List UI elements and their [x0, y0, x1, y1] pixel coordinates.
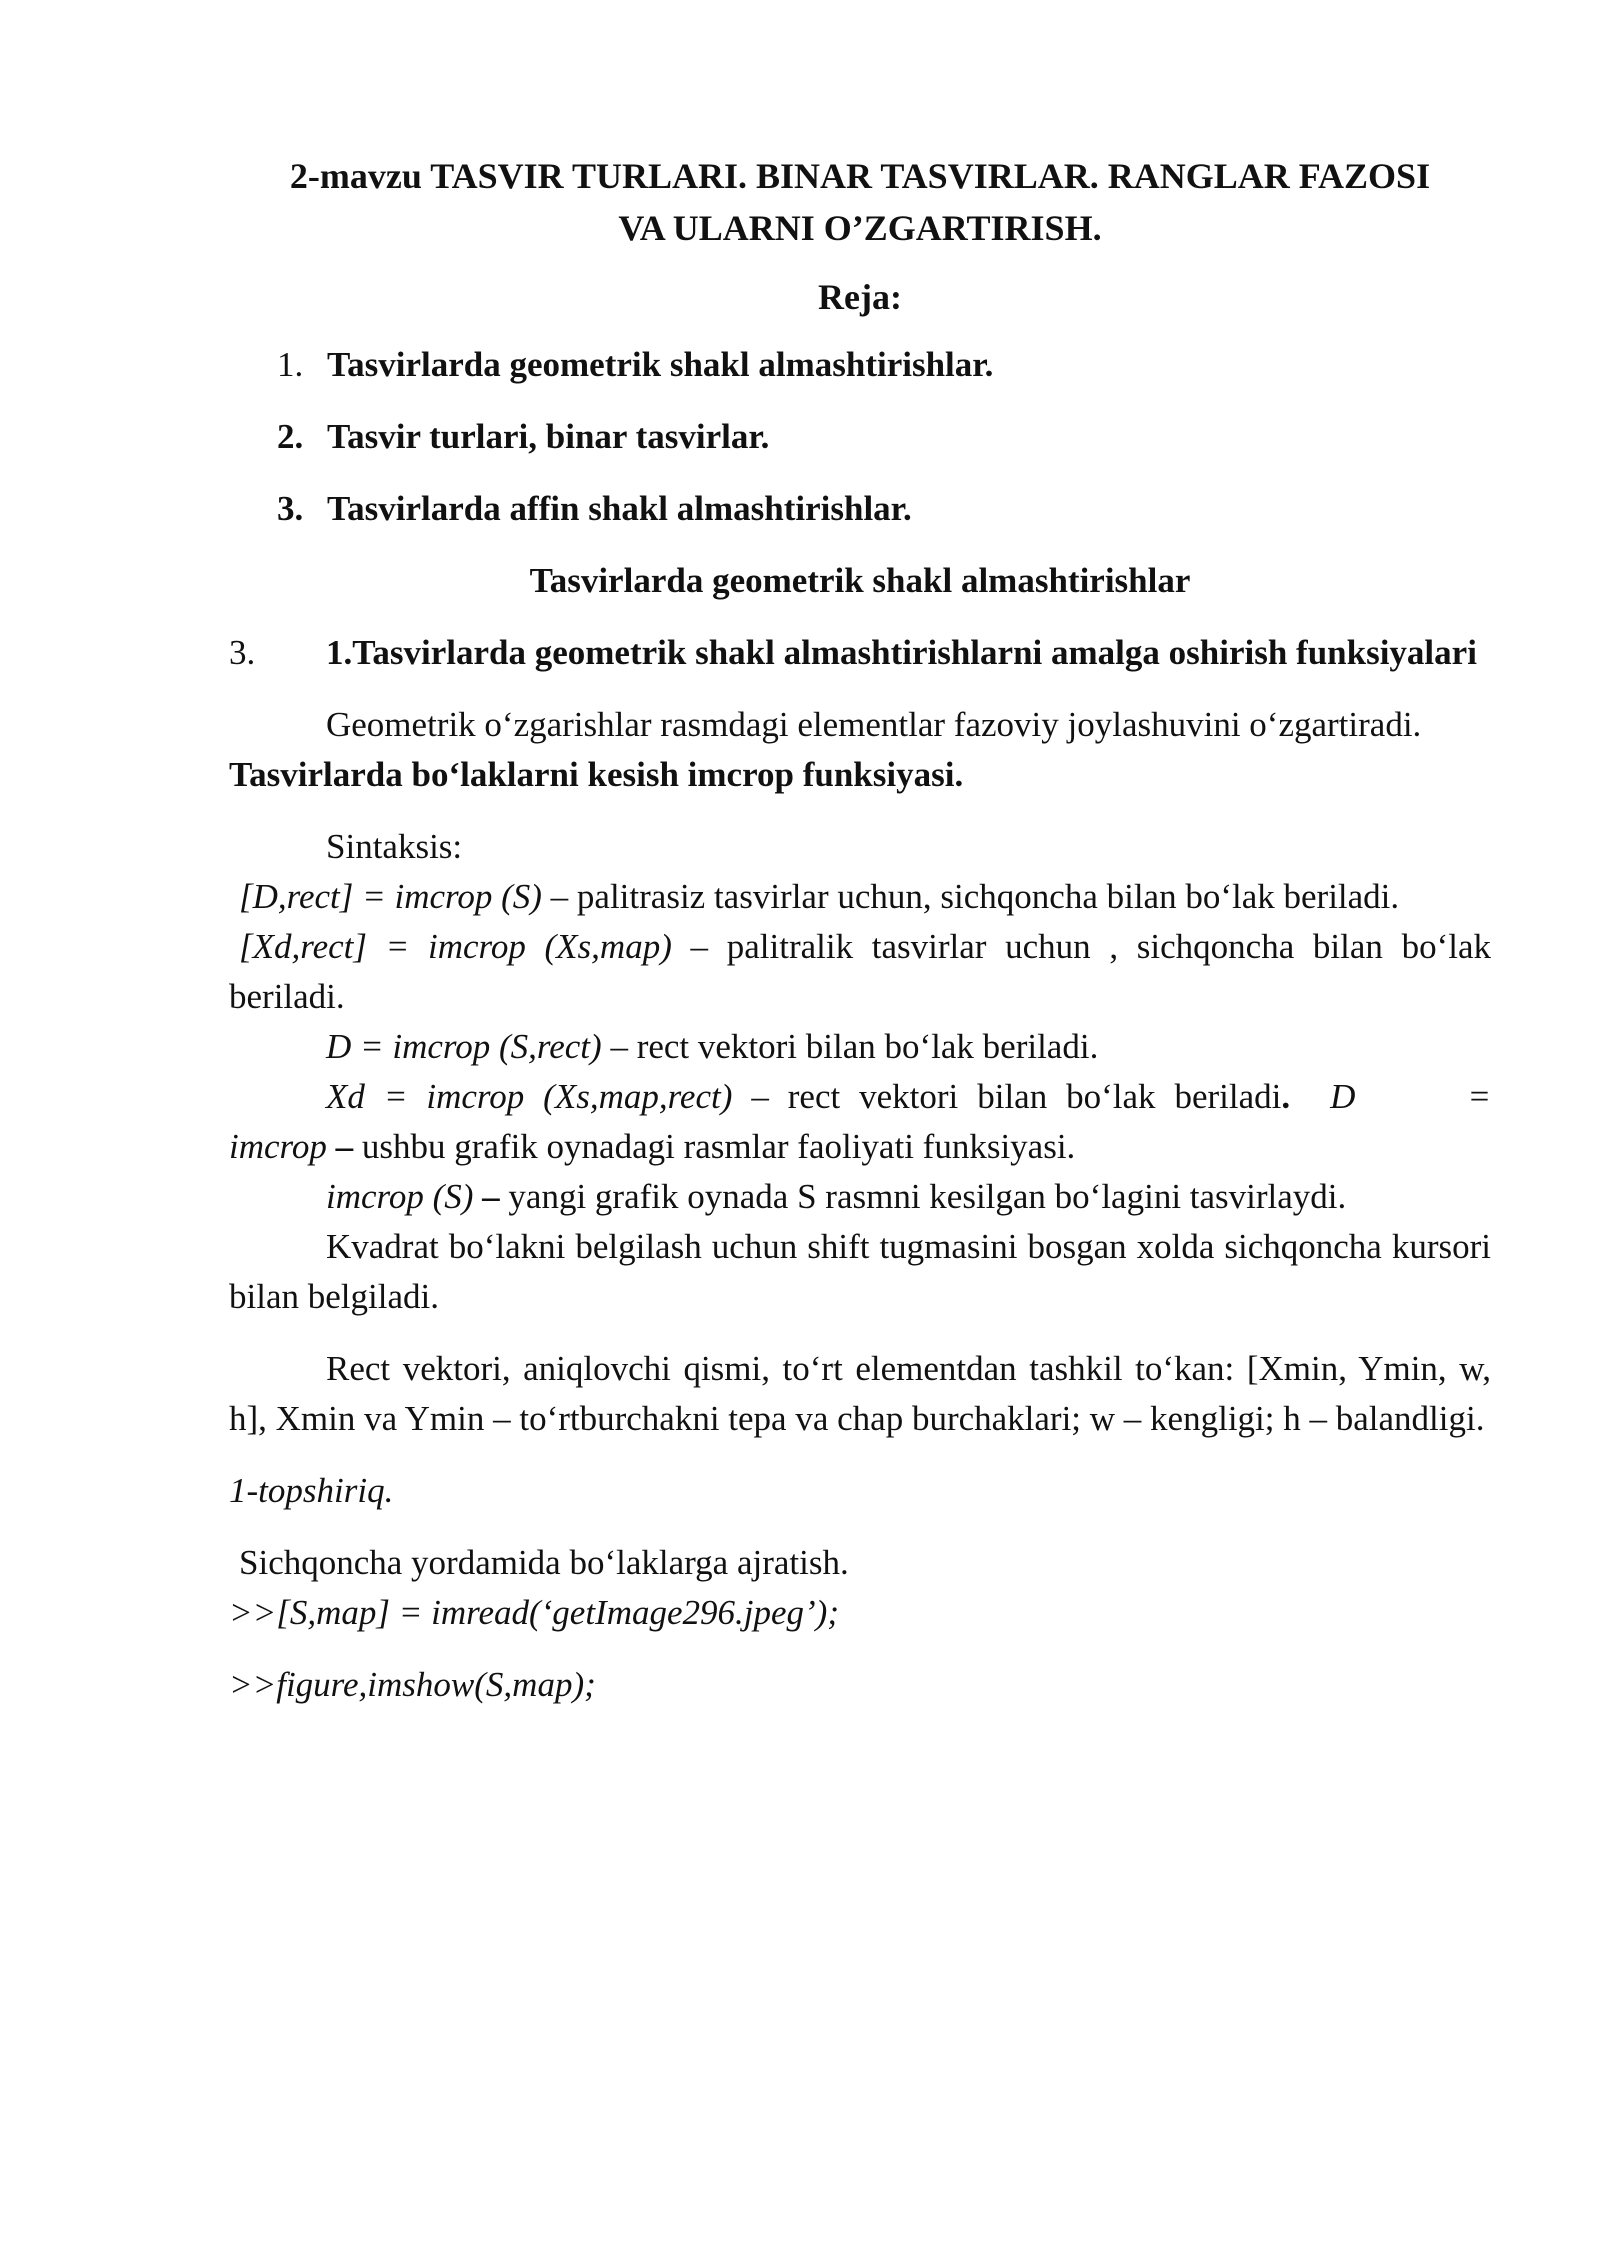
task-label: 1-topshiriq. — [229, 1471, 394, 1510]
plan-item-text: Tasvirlarda affin shakl almashtirishlar. — [327, 489, 912, 528]
paragraph-square: Kvadrat bo‘lakni belgilash uchun shift tugmasini bosgan xolda sichqoncha kursori bilan belgiladi. — [229, 1227, 1491, 1316]
code-line-1: >>[S,map] = imread(‘getImage296.jpeg’); — [229, 1593, 839, 1632]
plan-item — [277, 484, 1491, 534]
task-description: Sichqoncha yordamida bo‘laklarga ajratish. — [239, 1543, 849, 1582]
paragraph-geometric: Geometrik o‘zgarishlar rasmdagi elementlar fazoviy joylashuvini o‘zgartiradi. — [326, 705, 1422, 744]
syntax-line-6 — [229, 1172, 1491, 1222]
plan-item-number: 3. — [277, 489, 304, 528]
syntax-dot: . — [1281, 1077, 1291, 1116]
sub-heading-text: 1.Tasvirlarda geometrik shakl almashtirishlarni amalga oshirish funksiyalari — [326, 633, 1477, 672]
section-title: Tasvirlarda geometrik shakl almashtirishlar — [529, 561, 1191, 600]
crop-heading: Tasvirlarda bo‘laklarni kesish imcrop funksiyasi. — [229, 755, 964, 794]
plan-list — [229, 340, 1491, 534]
syntax-line-4 — [229, 1072, 1491, 1172]
code-line-2: >>figure,imshow(S,map); — [229, 1665, 596, 1704]
syntax-code: [Xd,rect] = imcrop (Xs,map) — [239, 927, 672, 966]
syntax-code: [D,rect] = imcrop (S) — [239, 877, 542, 916]
document-title-line-2: VA ULARNI O’ZGARTIRISH. — [618, 208, 1102, 248]
plan-item-text: Tasvirlarda geometrik shakl almashtirishlar. — [327, 345, 994, 384]
syntax-desc: – palitrasiz tasvirlar uchun, sichqoncha bilan bo‘lak beriladi. — [541, 877, 1400, 916]
syntax-line-3 — [229, 1022, 1491, 1072]
syntax-code: D = imcrop — [229, 1077, 1491, 1166]
syntax-desc: – palitralik tasvirlar uchun , sichqoncha bilan bo‘lak beriladi. — [229, 927, 1491, 1016]
document-title-line-1: 2-mavzu TASVIR TURLARI. BINAR TASVIRLAR. RANGLAR FAZOSI — [289, 156, 1431, 196]
plan-item-text: Tasvir turlari, binar tasvirlar. — [327, 417, 770, 456]
syntax-dash: – — [326, 1127, 354, 1166]
syntax-line-2 — [229, 922, 1491, 1022]
plan-item-number: 2. — [277, 417, 304, 456]
plan-item-number: 1. — [277, 345, 304, 384]
syntax-code: Xd = imcrop (Xs,map,rect) — [326, 1077, 733, 1116]
syntax-label: Sintaksis: — [326, 827, 463, 866]
syntax-line-1 — [239, 872, 1491, 922]
paragraph-rect: Rect vektori, aniqlovchi qismi, to‘rt elementdan tashkil to‘kan: [Xmin, Ymin, w, h], Xmin va Ymin – to‘rtburchakni tepa va chap burchaklari; w – kengligi; h – balandligi. — [229, 1349, 1491, 1438]
plan-item — [277, 412, 1491, 462]
document-page — [229, 150, 1491, 1710]
sub-heading — [229, 628, 1491, 678]
syntax-desc: yangi grafik oynada S rasmni kesilgan bo‘lagini tasvirlaydi. — [499, 1177, 1347, 1216]
syntax-dash: – — [473, 1177, 500, 1216]
syntax-desc: – rect vektori bilan bo‘lak beriladi. — [601, 1027, 1099, 1066]
syntax-code: imcrop (S) — [326, 1177, 474, 1216]
syntax-desc: – rect vektori bilan bo‘lak beriladi — [732, 1077, 1282, 1116]
plan-item — [277, 340, 1491, 390]
syntax-desc: ushbu grafik oynadagi rasmlar faoliyati funksiyasi. — [353, 1127, 1076, 1166]
syntax-code: D = imcrop (S,rect) — [326, 1027, 602, 1066]
plan-heading: Reja: — [818, 277, 902, 317]
sub-heading-number: 3. — [229, 633, 256, 672]
